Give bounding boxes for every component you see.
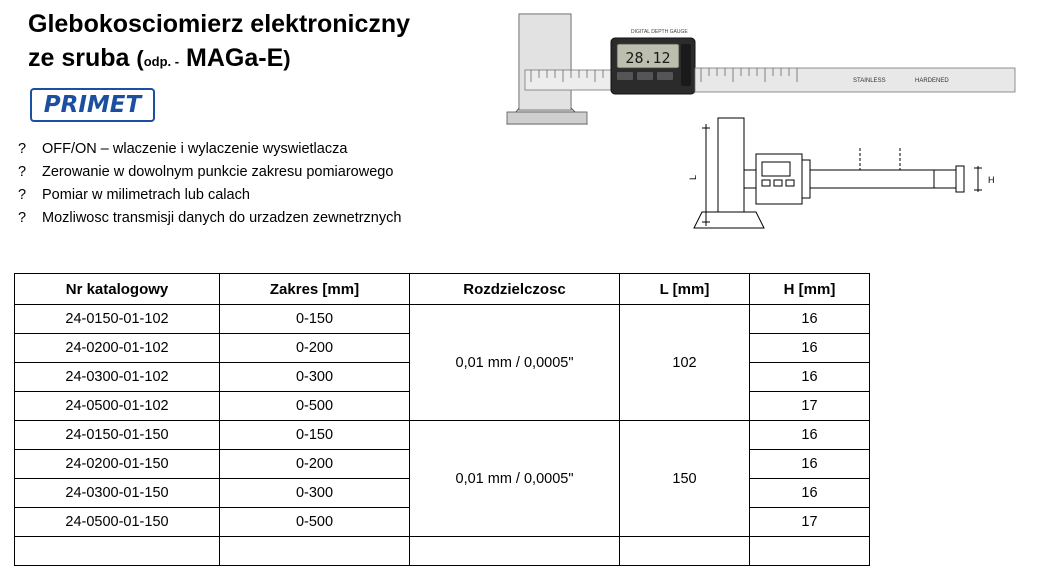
cell-h: 16 xyxy=(750,305,870,334)
cell-l: 102 xyxy=(620,305,750,421)
dim-label-h: H xyxy=(988,175,995,185)
logo-text: PRIMET xyxy=(43,91,142,118)
cell-range: 0-300 xyxy=(220,479,410,508)
table-header-row xyxy=(15,274,870,305)
cell-h: 16 xyxy=(750,450,870,479)
cell-h: 16 xyxy=(750,363,870,392)
subtitle-small: odp. - xyxy=(143,54,180,69)
cell-catalog: 24-0150-01-150 xyxy=(15,421,220,450)
list-item xyxy=(18,161,488,183)
cell-h: 16 xyxy=(750,479,870,508)
feature-list xyxy=(18,138,488,230)
list-item xyxy=(18,184,488,206)
depth-gauge-technical-drawing xyxy=(660,108,1030,258)
cell-catalog: 24-0200-01-102 xyxy=(15,334,220,363)
cell-h: 17 xyxy=(750,392,870,421)
bullet-icon: ? xyxy=(18,141,27,157)
cell-h: 16 xyxy=(750,421,870,450)
subtitle-paren-close: ) xyxy=(283,46,291,71)
dim-label-l: L xyxy=(688,174,698,180)
list-item-label: OFF/ON – wlaczenie i wylaczenie wyswietlacza xyxy=(42,141,348,157)
cell-resolution: 0,01 mm / 0,0005" xyxy=(410,305,620,421)
cell-catalog: 24-0300-01-150 xyxy=(15,479,220,508)
specification-table xyxy=(14,273,869,566)
list-item-label: Pomiar w milimetrach lub calach xyxy=(42,187,250,203)
cell-range: 0-200 xyxy=(220,334,410,363)
cell-range: 0-200 xyxy=(220,450,410,479)
table-row xyxy=(15,421,870,450)
subtitle-main: ze sruba xyxy=(28,44,130,72)
cell-catalog: 24-0500-01-150 xyxy=(15,508,220,537)
cell-l: 150 xyxy=(620,421,750,537)
cell-h: 16 xyxy=(750,334,870,363)
cell-h xyxy=(750,537,870,566)
cell-range: 0-150 xyxy=(220,421,410,450)
cell-catalog: 24-0300-01-102 xyxy=(15,363,220,392)
cell-range: 0-150 xyxy=(220,305,410,334)
cell-h: 17 xyxy=(750,508,870,537)
list-item xyxy=(18,207,488,229)
list-item-label: Zerowanie w dowolnym punkcie zakresu pomiarowego xyxy=(42,164,394,180)
list-item xyxy=(18,138,488,160)
primet-logo xyxy=(30,88,155,122)
cell-catalog: 24-0200-01-150 xyxy=(15,450,220,479)
cell-catalog xyxy=(15,537,220,566)
column-header-catalog: Nr katalogowy xyxy=(15,274,220,305)
brand-text-hardened: HARDENED xyxy=(915,78,949,84)
bullet-icon: ? xyxy=(18,187,27,203)
column-header-range: Zakres [mm] xyxy=(220,274,410,305)
bullet-icon: ? xyxy=(18,210,27,226)
page-title: Glebokosciomierz elektroniczny xyxy=(28,10,411,38)
list-item-label: Mozliwosc transmisji danych do urzadzen zewnetrznych xyxy=(42,210,402,226)
column-header-h: H [mm] xyxy=(750,274,870,305)
bullet-icon: ? xyxy=(18,164,27,180)
lcd-value: 28.12 xyxy=(625,49,671,67)
cell-catalog: 24-0150-01-102 xyxy=(15,305,220,334)
cell-range: 0-500 xyxy=(220,392,410,421)
cell-range: 0-300 xyxy=(220,363,410,392)
cell-resolution: 0,01 mm / 0,0005" xyxy=(410,421,620,537)
cell-range: 0-500 xyxy=(220,508,410,537)
column-header-resolution: Rozdzielczosc xyxy=(410,274,620,305)
subtitle-paren-open: ( xyxy=(136,46,144,71)
cell-catalog: 24-0500-01-102 xyxy=(15,392,220,421)
cell-resolution xyxy=(410,537,620,566)
subtitle-model: MAGa-E xyxy=(179,44,284,72)
table-row-empty xyxy=(15,537,870,566)
cell-l xyxy=(620,537,750,566)
table-row xyxy=(15,305,870,334)
title-block xyxy=(28,8,498,78)
brand-text-stainless: STAINLESS xyxy=(853,78,886,84)
column-header-l: L [mm] xyxy=(620,274,750,305)
svg-text:DIGITAL DEPTH GAUGE: DIGITAL DEPTH GAUGE xyxy=(631,29,688,35)
page-subtitle xyxy=(28,42,498,78)
cell-range xyxy=(220,537,410,566)
